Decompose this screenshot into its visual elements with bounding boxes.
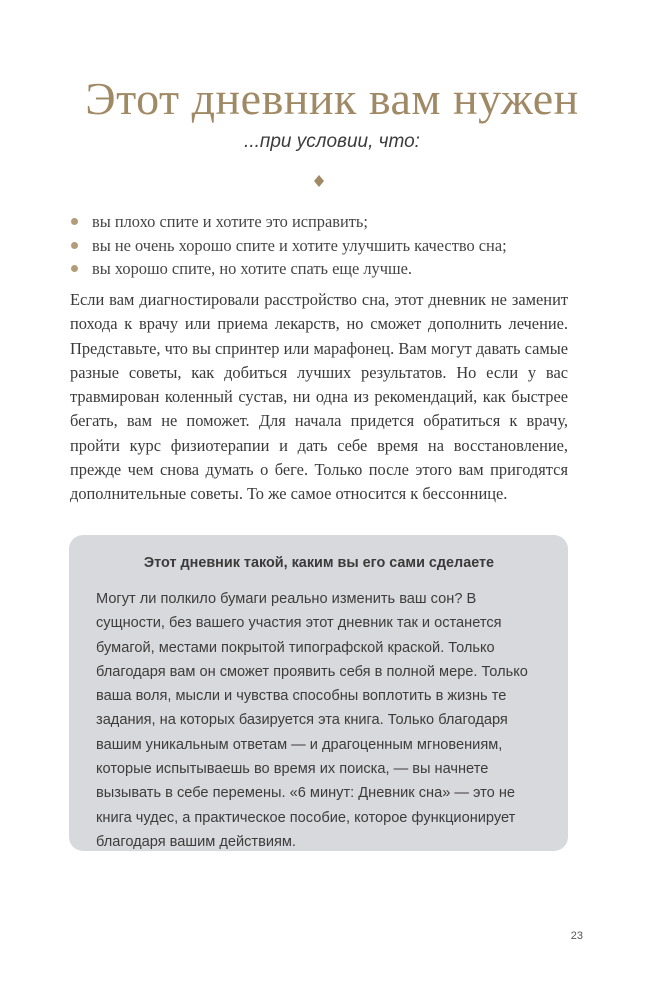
- list-item: [70, 210, 610, 234]
- bullet-dot-icon: [71, 265, 78, 272]
- note-box: [69, 535, 568, 851]
- page-subtitle: ...при условии, что:: [244, 131, 420, 152]
- page-title: Этот дневник вам нужен: [85, 73, 579, 124]
- bullet-list: [70, 210, 610, 281]
- list-item-text: вы хорошо спите, но хотите спать еще лучше.: [92, 259, 412, 278]
- diamond-icon: [312, 174, 326, 188]
- list-item: [70, 257, 610, 281]
- bullet-dot-icon: [71, 242, 78, 249]
- page-number: 23: [570, 930, 583, 942]
- list-item-text: вы плохо спите и хотите это исправить;: [92, 212, 368, 231]
- bullet-dot-icon: [71, 218, 78, 225]
- body-paragraph: Если вам диагностировали расстройство сна, этот дневник не заменит похода к врачу или приема лекарств, но сможет дополнить лечение. Представьте, что вы спринтер или марафонец. Вам могут давать самые разные советы, как добиться лучших результатов. Но если у вас травмирован коленный сустав, ни одна из рекомендаций, как быстрее бегать, вам не поможет. Для начала придется обратиться к врачу, пройти курс физиотерапии и дать себе время на восстановление, прежде чем снова думать о беге. Только после этого вам пригодятся дополнительные советы. То же самое относится к бессоннице.: [70, 290, 568, 504]
- note-text: Могут ли полкило бумаги реально изменить ваш сон? В сущности, без вашего участия этот дневник так и останется бумагой, местами покрытой типографской краской. Только благодаря вам он сможет проявить себя в полной мере. Только ваша воля, мысли и чувства способны воплотить в жизнь те задания, на которых базируется эта книга. Только благодаря вашим уникальным ответам — и драгоценным мгновениям, которые испытываешь во время их поиска, — вы начнете вызывать в себе перемены. «6 минут: Дневник сна» — это не книга чудес, а практическое пособие, которое функционирует благодаря вашим действиям.: [96, 591, 528, 850]
- list-item: [70, 234, 610, 258]
- note-title: Этот дневник такой, каким вы его сами сделаете: [143, 555, 495, 571]
- list-item-text: вы не очень хорошо спите и хотите улучшить качество сна;: [92, 235, 507, 255]
